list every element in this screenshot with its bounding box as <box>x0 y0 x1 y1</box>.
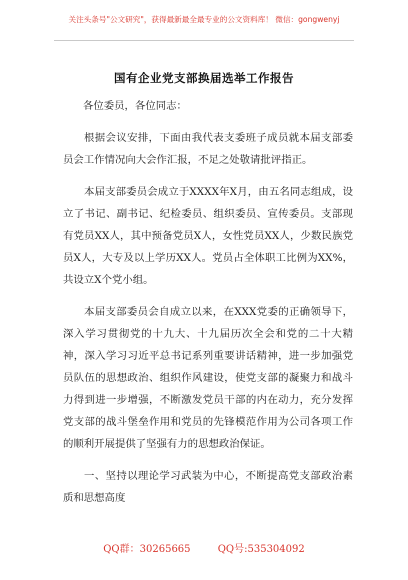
document-title: 国有企业党支部换届选举工作报告 <box>114 71 294 85</box>
contact-footer <box>0 540 408 555</box>
qq-number-text: QQ号:535304092 <box>217 544 305 555</box>
paragraph-achievements: 本届支部委员会自成立以来，在XXX党委的正确领导下，深入学习贯彻党的十九大、十九届历次全会和党的二十大精神，深入学习习近平总书记系列重要讲话精神，进一步加强党员队伍的思想政治、组织作风建设，使党支部的凝聚力和战斗力得到进一步增强，不断激发党员干部的内在动力，充分发挥党支部的战斗堡垒作用和党员的先锋模范作用为公司各项工作的顺利开展提供了坚强有力的思想政治保证。 <box>63 306 353 450</box>
paragraph-composition: 本届支部委员会成立于XXXX年X月，由五名同志组成，设立了书记、副书记、纪检委员、组织委员、宣传委员。支部现有党员XX人，其中预备党员X人，女性党员XX人，少数民族党员X人，大专及以上学历XX人。党员占全体职工比例为XX%，共设立X个党小组。 <box>63 186 353 286</box>
section-heading-1: 一、坚持以理论学习武装为中心，不断提高党支部政治素质和思想高度 <box>63 470 353 504</box>
qq-group-text: QQ群：30265665 <box>103 544 191 555</box>
document-body <box>63 95 353 519</box>
header-divider <box>54 40 354 41</box>
greeting: 各位委员，各位同志： <box>83 100 187 112</box>
promo-banner: 关注头条号"公文研究"，获得最新最全最专业的公文资料库！ 微信：gongwenyj <box>68 15 340 24</box>
paragraph-intro: 根据会议安排，下面由我代表支委班子成员就本届支部委员会工作情况向大会作汇报，不足之处敬请批评指正。 <box>63 132 353 166</box>
